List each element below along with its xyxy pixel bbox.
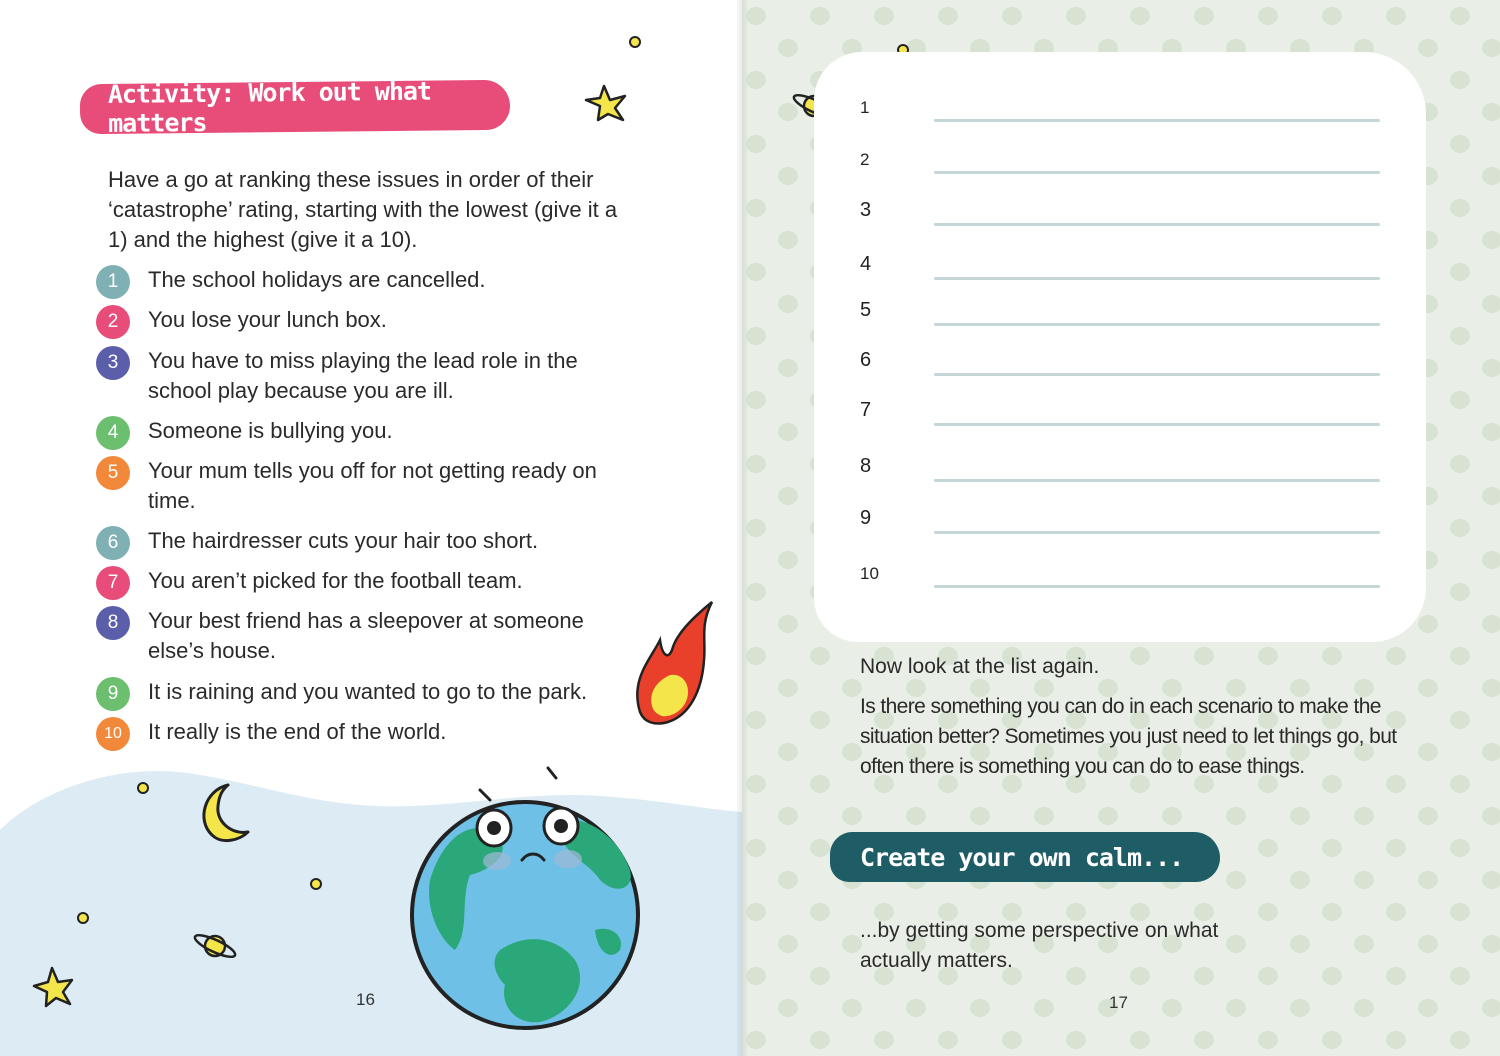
issue-text: You aren’t picked for the football team. — [148, 568, 523, 593]
answer-line-8[interactable] — [860, 452, 1380, 482]
issue-number-badge: 7 — [96, 566, 130, 600]
issue-text: It really is the end of the world. — [148, 719, 447, 744]
issue-number-badge: 8 — [96, 606, 130, 640]
answer-line-number: 4 — [860, 253, 872, 275]
issue-text: Your mum tells you off for not getting ready on time. — [148, 458, 597, 513]
issue-text: The hairdresser cuts your hair too short. — [148, 528, 539, 553]
answer-line-4[interactable] — [860, 250, 1380, 280]
activity-title: Activity: Work out what matters — [107, 76, 432, 138]
tiny-star-icon — [311, 879, 321, 889]
issue-number-badge: 5 — [96, 456, 130, 490]
answer-line-rule — [934, 171, 1380, 174]
answer-line-number: 7 — [860, 399, 872, 421]
issue-number-badge: 2 — [96, 305, 130, 339]
answer-line-number: 5 — [860, 299, 872, 321]
tiny-star-icon — [78, 913, 88, 923]
issue-text: Your best friend has a sleepover at someone else’s house. — [148, 608, 584, 663]
answer-line-rule — [934, 323, 1380, 326]
answer-line-rule — [934, 423, 1380, 426]
answer-line-3[interactable] — [860, 196, 1380, 226]
answer-line-number: 2 — [860, 150, 870, 169]
issue-number-badge: 9 — [96, 677, 130, 711]
issue-number-badge: 10 — [96, 717, 130, 751]
activity-title-banner — [80, 76, 511, 138]
issue-number-badge: 1 — [96, 265, 130, 299]
star-icon — [586, 86, 625, 120]
page-number: 17 — [1109, 993, 1128, 1012]
answer-line-1[interactable] — [860, 92, 1380, 122]
activity-intro: Have a go at ranking these issues in order of their ‘catastrophe’ rating, starting with the lowest (give it a 1) and the highest (give it a 10). — [108, 167, 618, 252]
answer-line-rule — [934, 479, 1380, 482]
answer-line-2[interactable] — [860, 144, 1380, 174]
issue-number-badge: 6 — [96, 526, 130, 560]
book-gutter — [737, 0, 747, 1056]
answer-line-number: 3 — [860, 199, 872, 221]
instruction-text-1: Now look at the list again. — [860, 655, 1100, 678]
answer-line-rule — [934, 585, 1380, 588]
answer-line-6[interactable] — [860, 346, 1380, 376]
answer-line-rule — [934, 119, 1380, 122]
answer-card — [814, 52, 1426, 642]
answer-line-rule — [934, 277, 1380, 280]
answer-line-number: 10 — [860, 564, 879, 583]
right-page — [742, 0, 1500, 1056]
answer-line-number: 9 — [860, 507, 872, 529]
issue-text: The school holidays are cancelled. — [148, 267, 486, 292]
fireball-icon — [637, 602, 712, 724]
answer-line-number: 8 — [860, 455, 872, 477]
answer-line-7[interactable] — [860, 396, 1380, 426]
issue-text: Someone is bullying you. — [148, 418, 393, 443]
tiny-star-icon — [138, 783, 148, 793]
answer-line-number: 6 — [860, 349, 872, 371]
answer-line-rule — [934, 373, 1380, 376]
issue-text: You lose your lunch box. — [148, 307, 387, 332]
answer-line-5[interactable] — [860, 296, 1380, 326]
answer-line-number: 1 — [860, 98, 870, 117]
answer-line-rule — [934, 531, 1380, 534]
calm-title-banner — [830, 832, 1220, 882]
answer-line-9[interactable] — [860, 504, 1380, 534]
answer-line-10[interactable] — [860, 558, 1380, 588]
instruction-text-2: Is there something you can do in each scenario to make the situation better? Sometimes you just need to let things go, but often there is something you can do to ease things. — [860, 695, 1397, 778]
issue-number-badge: 4 — [96, 416, 130, 450]
issue-number-badge: 3 — [96, 346, 130, 380]
calm-text: ...by getting some perspective on what actually matters. — [860, 919, 1219, 972]
tiny-star-icon — [630, 37, 640, 47]
page-number: 16 — [356, 990, 375, 1009]
issue-text: You have to miss playing the lead role in the school play because you are ill. — [148, 348, 578, 403]
answer-line-rule — [934, 223, 1380, 226]
left-page — [0, 0, 742, 1056]
issue-text: It is raining and you wanted to go to the park. — [148, 679, 588, 704]
calm-title: Create your own calm... — [860, 842, 1184, 872]
